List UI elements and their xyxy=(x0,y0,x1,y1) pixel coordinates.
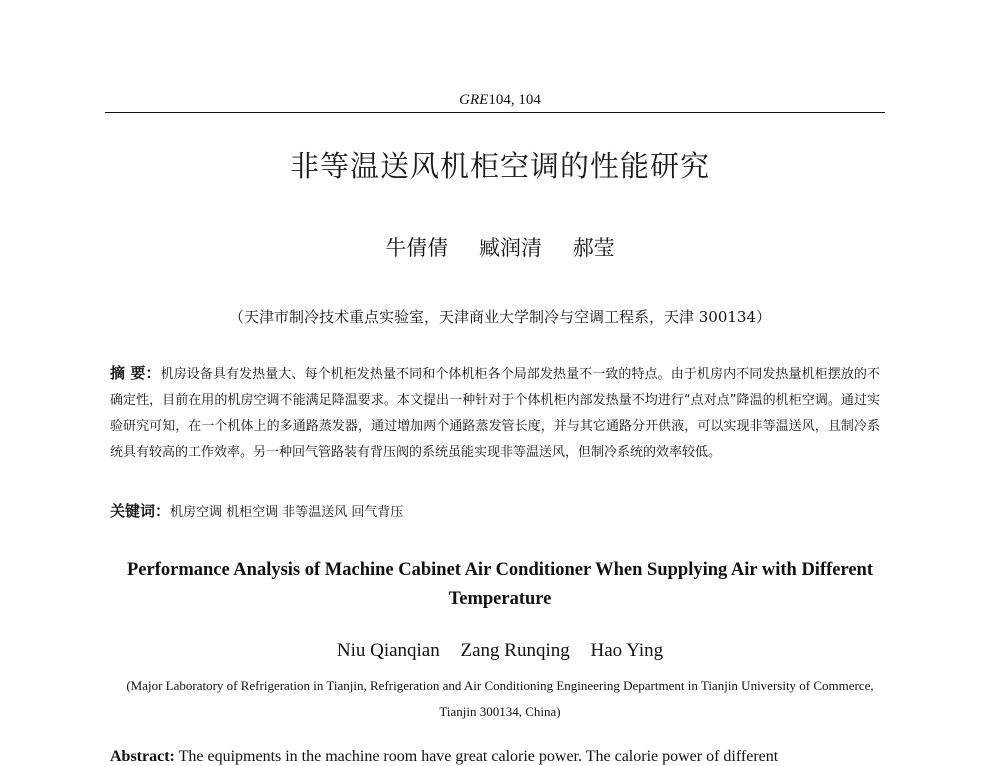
header-code-italic: GRE xyxy=(459,92,489,108)
keywords-cn-text: 机房空调 机柜空调 非等温送风 回气背压 xyxy=(170,505,404,520)
running-header xyxy=(0,92,1000,109)
author-en-3: Hao Ying xyxy=(590,640,664,661)
authors-chinese xyxy=(0,232,1000,262)
authors-english xyxy=(0,640,1000,662)
abstract-cn-label: 摘 要： xyxy=(110,364,161,382)
abstract-english-partial xyxy=(110,748,890,766)
author-en-2: Zang Runqing xyxy=(460,640,570,661)
paper-title-chinese: 非等温送风机柜空调的性能研究 xyxy=(289,149,710,183)
header-rule xyxy=(105,112,885,113)
paper-title-english: Performance Analysis of Machine Cabinet Air Conditioner When Supplying Air with Different Temperature xyxy=(126,560,874,609)
author-en-1: Niu Qianqian xyxy=(336,640,440,661)
abstract-en-label: Abstract: xyxy=(110,748,175,765)
header-code-rest: 104, 104 xyxy=(488,92,541,108)
keywords-cn-label: 关键词： xyxy=(110,502,171,520)
keywords-chinese xyxy=(110,500,880,521)
affiliation-chinese: （天津市制冷技术重点实验室，天津商业大学制冷与空调工程系，天津 300134） xyxy=(228,308,772,326)
abstract-chinese xyxy=(110,360,880,466)
author-cn-3: 郝莹 xyxy=(572,236,615,260)
affiliation-english: (Major Laboratory of Refrigeration in Tianjin, Refrigeration and Air Conditioning Engineering Department in Tianjin University of Commerce, Tianjin 300134, China) xyxy=(126,678,874,719)
author-cn-1: 牛倩倩 xyxy=(385,236,449,260)
abstract-cn-text: 机房设备具有发热量大、每个机柜发热量不同和个体机柜各个局部发热量不一致的特点。由于机房内不同发热量机柜摆放的不确定性，目前在用的机房空调不能满足降温要求。本文提出一种针对于个体机柜内部发热量不均进行“点对点”降温的机柜空调。通过实验研究可知，在一个机体上的多通路蒸发器，通过增加两个通路蒸发管长度，并与其它通路分开供液，可以实现非等温送风，且制冷系统具有较高的工作效率。另一种回气管路装有背压阀的系统虽能实现非等温送风，但制冷系统的效率较低。 xyxy=(110,367,880,460)
abstract-en-text: The equipments in the machine room have great calorie power. The calorie power of different xyxy=(178,748,779,765)
author-cn-2: 臧润清 xyxy=(479,236,542,260)
